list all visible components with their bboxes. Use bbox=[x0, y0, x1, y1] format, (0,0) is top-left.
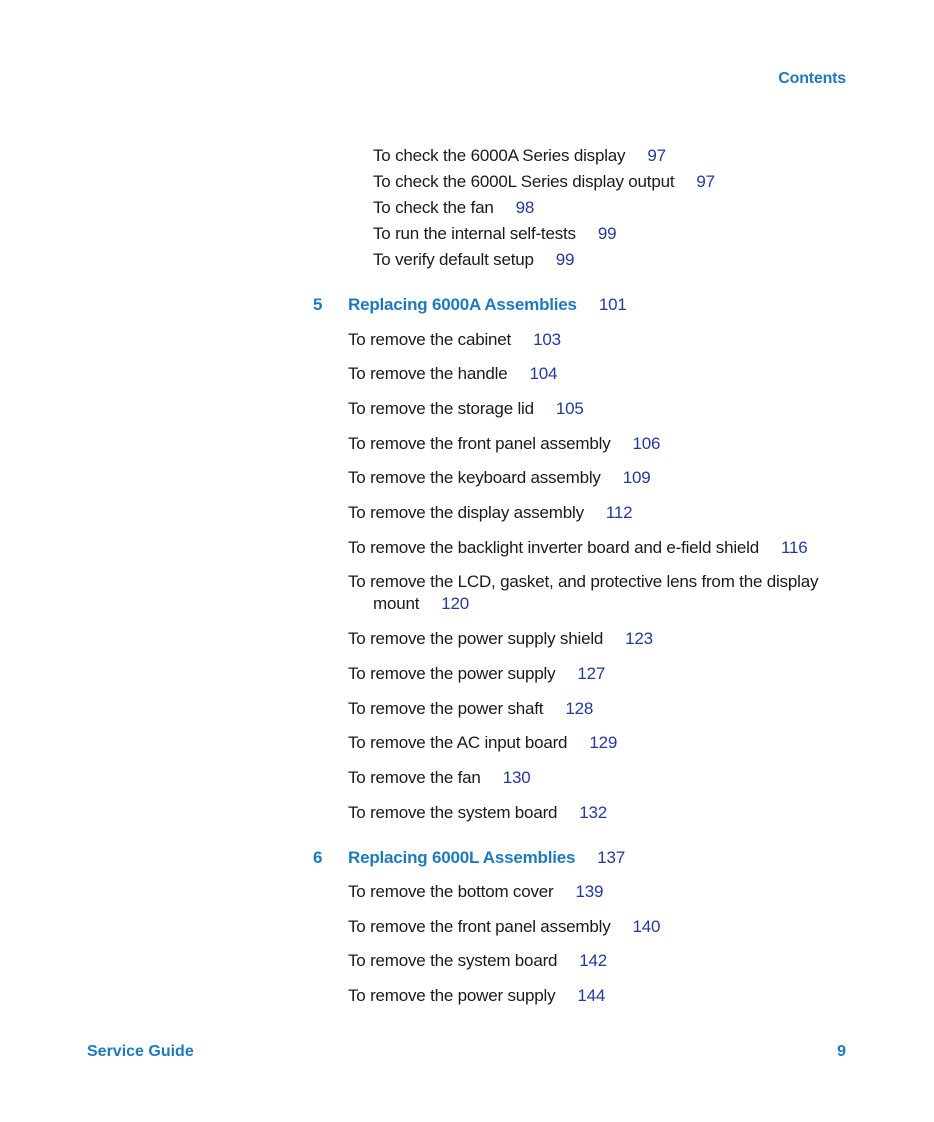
toc-page-number[interactable]: 104 bbox=[529, 364, 558, 383]
toc-page-number[interactable]: 129 bbox=[589, 733, 618, 752]
toc-entry-title: To remove the display assembly bbox=[348, 503, 584, 522]
toc-entry[interactable] bbox=[348, 329, 561, 351]
toc-page-number[interactable]: 130 bbox=[502, 768, 531, 787]
toc-entry[interactable] bbox=[348, 985, 605, 1007]
toc-entry-title: To remove the system board bbox=[348, 803, 558, 822]
toc-entry-title: To remove the LCD, gasket, and protective lens from the display bbox=[348, 572, 819, 591]
toc-entry[interactable] bbox=[373, 145, 666, 167]
toc-entry[interactable] bbox=[348, 881, 603, 903]
toc-page-number[interactable]: 97 bbox=[647, 146, 666, 165]
toc-entry[interactable] bbox=[348, 537, 808, 559]
toc-page-number[interactable]: 128 bbox=[565, 699, 594, 718]
toc-page-number[interactable]: 116 bbox=[781, 538, 808, 557]
toc-entry-title: To remove the fan bbox=[348, 768, 481, 787]
toc-entry[interactable] bbox=[348, 467, 650, 489]
toc-page-number[interactable]: 99 bbox=[555, 250, 575, 269]
toc-entry-title: To verify default setup bbox=[373, 250, 534, 269]
chapter-title: Replacing 6000L Assemblies bbox=[348, 848, 576, 867]
toc-entry-title: To remove the front panel assembly bbox=[348, 917, 611, 936]
toc-entry-title: To remove the power supply bbox=[348, 986, 556, 1005]
toc-entry[interactable] bbox=[348, 502, 632, 524]
toc-page-number[interactable]: 123 bbox=[625, 629, 653, 648]
toc-entry-title: To remove the front panel assembly bbox=[348, 434, 611, 453]
toc-entry[interactable] bbox=[373, 171, 715, 193]
toc-entry[interactable] bbox=[348, 628, 653, 650]
toc-entry[interactable] bbox=[348, 950, 607, 972]
toc-entry-title: To remove the cabinet bbox=[348, 330, 512, 349]
toc-entry[interactable] bbox=[373, 249, 574, 271]
toc-entry[interactable] bbox=[348, 732, 617, 754]
footer-page-number: 9 bbox=[837, 1043, 846, 1060]
toc-entry-title: To remove the backlight inverter board and e-field shield bbox=[348, 538, 760, 557]
toc-entry-title: To check the 6000A Series display bbox=[373, 146, 626, 165]
toc-entry[interactable] bbox=[348, 433, 660, 455]
chapter-title: Replacing 6000A Assemblies bbox=[348, 295, 577, 314]
toc-entry[interactable] bbox=[348, 916, 660, 938]
toc-entry[interactable] bbox=[348, 363, 557, 385]
toc-entry[interactable] bbox=[348, 571, 818, 615]
toc-entry-title: To remove the storage lid bbox=[348, 399, 534, 418]
toc-page-number[interactable]: 98 bbox=[515, 198, 535, 217]
toc-entry[interactable] bbox=[348, 698, 593, 720]
toc-entry-title: To remove the system board bbox=[348, 951, 558, 970]
toc-entry-continuation bbox=[348, 593, 818, 615]
toc-entry-title-cont: mount bbox=[373, 594, 420, 613]
toc-page-number[interactable]: 99 bbox=[597, 224, 617, 243]
toc-page-number[interactable]: 109 bbox=[622, 468, 651, 487]
toc-page-number[interactable]: 112 bbox=[605, 503, 633, 522]
toc-page-number[interactable]: 142 bbox=[579, 951, 608, 970]
toc-entry-title: To check the fan bbox=[373, 198, 494, 217]
running-header: Contents bbox=[778, 70, 846, 87]
chapter-number: 5 bbox=[313, 295, 323, 314]
chapter-heading-5[interactable] bbox=[313, 294, 627, 316]
toc-entry-title: To remove the handle bbox=[348, 364, 508, 383]
toc-entry-title: To remove the keyboard assembly bbox=[348, 468, 601, 487]
toc-entry[interactable] bbox=[348, 663, 605, 685]
toc-entry-title: To remove the power supply bbox=[348, 664, 556, 683]
toc-entry-title: To remove the AC input board bbox=[348, 733, 568, 752]
toc-entry[interactable] bbox=[348, 767, 530, 789]
toc-entry-title: To run the internal self-tests bbox=[373, 224, 576, 243]
toc-entry-title: To remove the bottom cover bbox=[348, 882, 554, 901]
toc-page-number[interactable]: 97 bbox=[696, 172, 715, 191]
toc-entry-title: To remove the power supply shield bbox=[348, 629, 604, 648]
toc-page-number[interactable]: 103 bbox=[533, 330, 561, 349]
toc-entry-title: To remove the power shaft bbox=[348, 699, 544, 718]
toc-page-number[interactable]: 140 bbox=[632, 917, 661, 936]
footer-document-title: Service Guide bbox=[87, 1043, 194, 1060]
toc-page-number[interactable]: 144 bbox=[577, 986, 606, 1005]
toc-page-number[interactable]: 106 bbox=[632, 434, 661, 453]
toc-entry-title: To check the 6000L Series display output bbox=[373, 172, 675, 191]
toc-page-number[interactable]: 120 bbox=[441, 594, 470, 613]
toc-page-number[interactable]: 127 bbox=[577, 664, 606, 683]
toc-entry[interactable] bbox=[373, 197, 534, 219]
chapter-number: 6 bbox=[313, 848, 323, 867]
toc-entry[interactable] bbox=[373, 223, 616, 245]
toc-entry[interactable] bbox=[348, 398, 584, 420]
toc-page-number[interactable]: 101 bbox=[598, 295, 627, 314]
chapter-heading-6[interactable] bbox=[313, 847, 625, 869]
toc-page-number[interactable]: 132 bbox=[579, 803, 608, 822]
toc-page-number[interactable]: 137 bbox=[597, 848, 626, 867]
toc-page-number[interactable]: 139 bbox=[575, 882, 604, 901]
toc-entry[interactable] bbox=[348, 802, 607, 824]
toc-page-number[interactable]: 105 bbox=[555, 399, 584, 418]
